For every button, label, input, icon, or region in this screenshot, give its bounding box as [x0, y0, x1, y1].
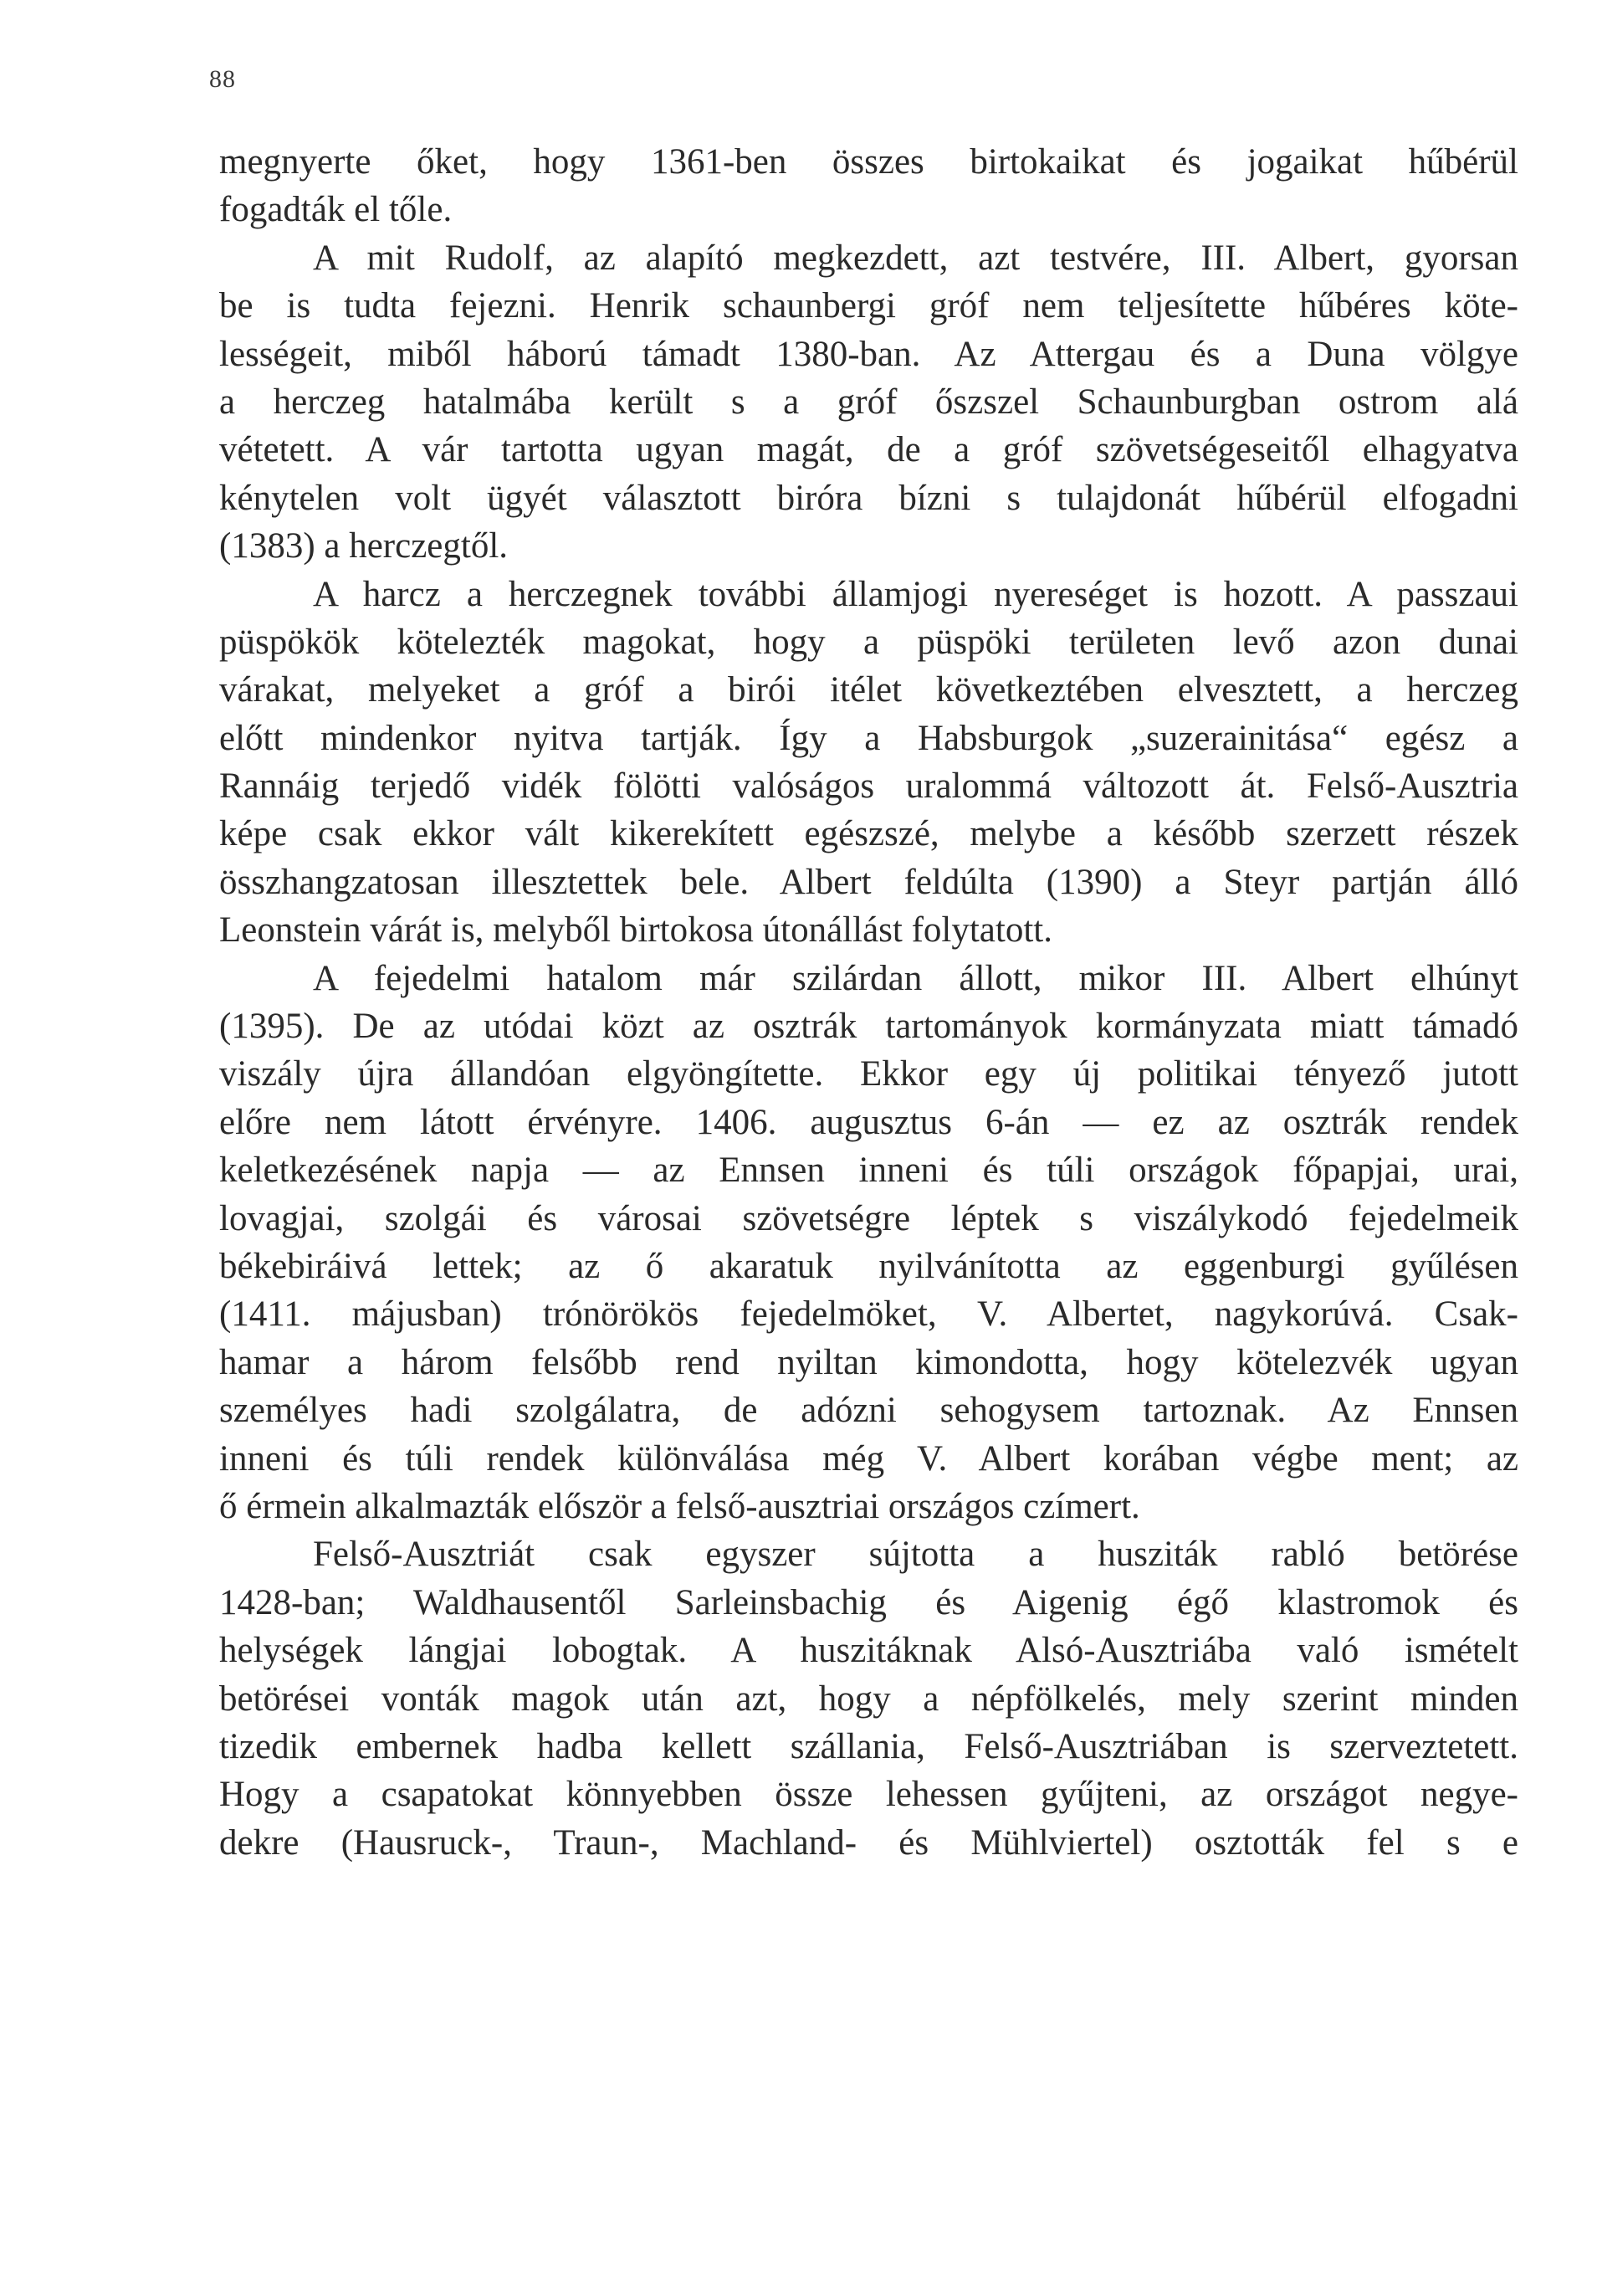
- text-line: összhangzatosan illesztettek bele. Albert feldúlta (1390) a Steyr partján álló: [219, 862, 1518, 902]
- text-line: személyes hadi szolgálatra, de adózni sehogysem tartoznak. Az Ennsen: [219, 1391, 1518, 1431]
- text-line: betörései vonták magok után azt, hogy a népfölkelés, mely szerint minden: [219, 1678, 1518, 1719]
- text-line: dekre (Hausruck-, Traun-, Machland- és Mühlviertel) osztották fel s e: [219, 1822, 1518, 1863]
- text-line: fogadták el tőle.: [219, 190, 453, 230]
- text-line: előre nem látott érvényre. 1406. augusztus 6-án — ez az osztrák rendek: [219, 1102, 1518, 1142]
- text-line: előtt mindenkor nyitva tartják. Így a Habsburgok „suzerainitása“ egész a: [219, 718, 1518, 758]
- text-line: képe csak ekkor vált kikerekített egészszé, melybe a később szerzett részek: [219, 814, 1518, 854]
- text-line: keletkezésének napja — az Ennsen inneni és túli országok főpapjai, urai,: [219, 1151, 1518, 1191]
- text-line: (1411. májusban) trónörökös fejedelmöket, V. Albertet, nagykorúvá. Csak-: [219, 1294, 1518, 1335]
- text-line: kénytelen volt ügyét választott biróra bízni s tulajdonát hűbérül elfogadni: [219, 478, 1518, 518]
- text-line: lességeit, miből háború támadt 1380-ban. Az Attergau és a Duna völgye: [219, 334, 1518, 374]
- text-line: vétetett. A vár tartotta ugyan magát, de a gróf szövetségeseitől elhagyatva: [219, 430, 1518, 470]
- text-line: püspökök kötelezték magokat, hogy a püspöki területen levő azon dunai: [219, 622, 1518, 662]
- text-line: viszály újra állandóan elgyöngítette. Ekkor egy új politikai tényező jutott: [219, 1054, 1518, 1094]
- text-line: A harcz a herczegnek további államjogi nyereséget is hozott. A passzaui: [313, 574, 1518, 614]
- text-line: Rannáig terjedő vidék fölötti valóságos uralommá változott át. Felső-Ausztria: [219, 766, 1518, 807]
- text-line: megnyerte őket, hogy 1361-ben összes birtokaikat és jogaikat hűbérül: [219, 142, 1518, 182]
- text-line: (1383) a herczegtől.: [219, 526, 509, 566]
- text-line: hamar a három felsőbb rend nyiltan kimondotta, hogy kötelezvék ugyan: [219, 1342, 1518, 1382]
- text-line: lovagjai, szolgái és városai szövetségre léptek s viszálykodó fejedelmeik: [219, 1198, 1518, 1238]
- text-line: inneni és túli rendek különválása még V. Albert korában végbe ment; az: [219, 1438, 1518, 1479]
- text-line: Leonstein várát is, melyből birtokosa útonállást folytatott.: [219, 910, 1052, 951]
- text-line: a herczeg hatalmába került s a gróf őszszel Schaunburgban ostrom alá: [219, 382, 1518, 422]
- body-text: [219, 138, 1518, 1867]
- text-line: Hogy a csapatokat könnyebben össze lehessen gyűjteni, az országot negye-: [219, 1775, 1518, 1815]
- text-line: be is tudta fejezni. Henrik schaunbergi gróf nem teljesítette hűbéres köte-: [219, 286, 1518, 326]
- text-line: A mit Rudolf, az alapító megkezdett, azt testvére, III. Albert, gyorsan: [313, 238, 1518, 278]
- text-line: várakat, melyeket a gróf a birói itélet következtében elvesztett, a herczeg: [219, 670, 1518, 710]
- text-line: békebiráivá lettek; az ő akaratuk nyilvánította az eggenburgi gyűlésen: [219, 1246, 1518, 1286]
- page-number: 88: [209, 65, 236, 93]
- text-line: tizedik embernek hadba kellett szállania, Felső-Ausztriában is szerveztetett.: [219, 1726, 1518, 1766]
- text-line: ő érmein alkalmazták először a felső-ausztriai országos czímert.: [219, 1486, 1140, 1526]
- text-line: helységek lángjai lobogtak. A huszitáknak Alsó-Ausztriába való ismételt: [219, 1631, 1518, 1671]
- text-line: 1428-ban; Waldhausentől Sarleinsbachig és Aigenig égő klastromok és: [219, 1582, 1518, 1622]
- text-line: Felső-Ausztriát csak egyszer sújtotta a husziták rabló betörése: [313, 1535, 1518, 1575]
- text-line: (1395). De az utódai közt az osztrák tartományok kormányzata miatt támadó: [219, 1007, 1518, 1047]
- text-line: A fejedelmi hatalom már szilárdan állott, mikor III. Albert elhúnyt: [313, 958, 1518, 998]
